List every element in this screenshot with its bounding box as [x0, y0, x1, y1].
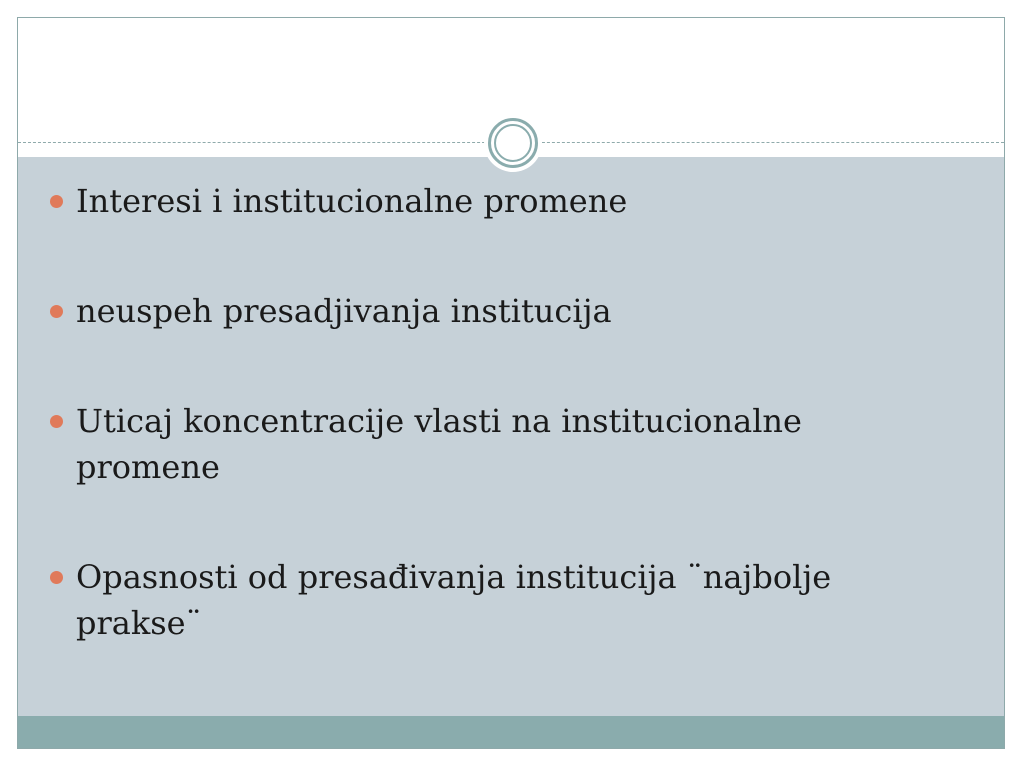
- circle-ornament-inner-ring: [494, 124, 532, 162]
- bullet-item: [48, 398, 948, 490]
- bullet-dot-icon: [50, 305, 63, 318]
- bullet-text: Uticaj koncentracije vlasti na institucionalne promene: [76, 402, 802, 486]
- bullet-item: [48, 554, 948, 646]
- bullet-text: Opasnosti od presađivanja institucija ¨najbolje prakse¨: [76, 558, 832, 642]
- bullet-text: Interesi i institucionalne promene: [76, 182, 628, 220]
- slide: [17, 17, 1005, 749]
- bullet-list: [48, 178, 948, 646]
- bullet-dot-icon: [50, 571, 63, 584]
- bullet-item: [48, 178, 948, 224]
- bullet-dot-icon: [50, 415, 63, 428]
- bullet-text: neuspeh presadjivanja institucija: [76, 292, 612, 330]
- bullet-item: [48, 288, 948, 334]
- bullet-dot-icon: [50, 195, 63, 208]
- footer-bar: [18, 716, 1004, 749]
